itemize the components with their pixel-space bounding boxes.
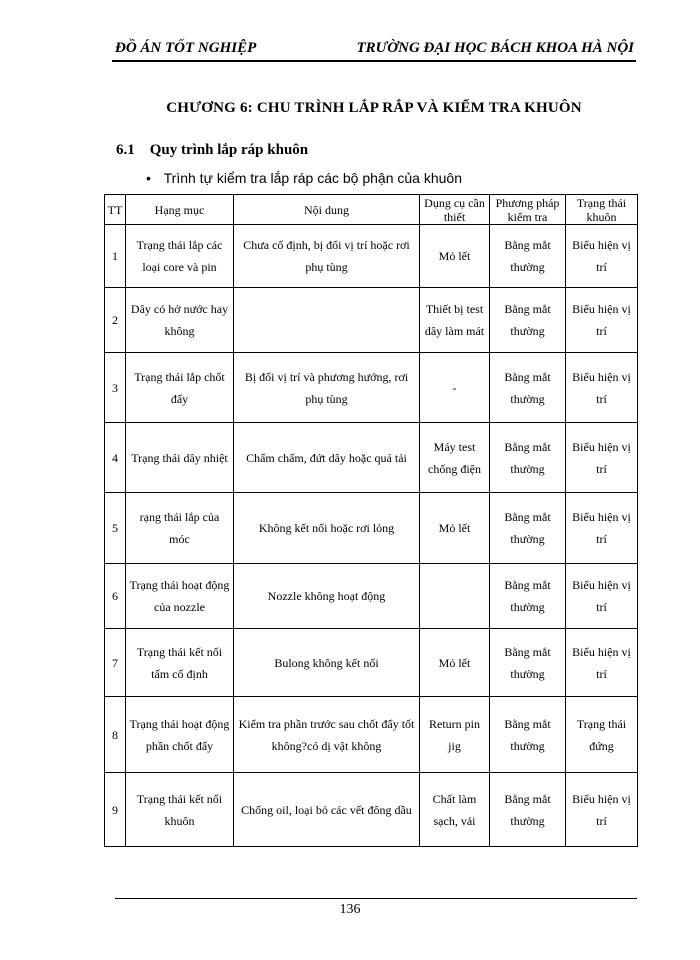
table-cell: Máy test chống điện <box>420 423 490 493</box>
table-cell: Bằng mắt thường <box>490 697 566 773</box>
chapter-title: CHƯƠNG 6: CHU TRÌNH LẮP RẮP VÀ KIỂM TRA KHUÔN <box>166 100 582 116</box>
table-cell: Trạng thái kết nối tấm cố định <box>126 629 234 697</box>
table-cell: Bằng mắt thường <box>490 773 566 847</box>
column-header-tool: Dụng cụ cần thiết <box>420 195 490 225</box>
section-title: Quy trình lắp ráp khuôn <box>149 142 309 158</box>
header-divider <box>112 60 636 62</box>
table-cell: Trạng thái kết nối khuôn <box>126 773 234 847</box>
table-row <box>105 423 638 493</box>
table-cell: - <box>420 353 490 423</box>
table-row <box>105 353 638 423</box>
table-cell: Bằng mắt thường <box>490 225 566 288</box>
table-cell: Biểu hiện vị trí <box>566 288 638 353</box>
table-cell: 9 <box>105 773 126 847</box>
table-cell: 1 <box>105 225 126 288</box>
column-header-content: Nội dung <box>234 195 420 225</box>
bullet-item <box>146 170 462 186</box>
table-cell: Kiểm tra phần trước sau chốt đẩy tốt không?có dị vật không <box>234 697 420 773</box>
table-row <box>105 225 638 288</box>
bullet-icon: • <box>146 170 151 186</box>
table-cell: Chất làm sạch, vải <box>420 773 490 847</box>
column-header-tt: TT <box>105 195 126 225</box>
table-cell: 3 <box>105 353 126 423</box>
table-row <box>105 697 638 773</box>
table-cell: Nozzle không hoạt động <box>234 564 420 629</box>
table-cell: Dây có hở nước hay không <box>126 288 234 353</box>
table-cell: Bằng mắt thường <box>490 353 566 423</box>
table-cell: rạng thái lắp của móc <box>126 493 234 564</box>
table-cell: Biểu hiện vị trí <box>566 353 638 423</box>
table-cell: Trạng thái lắp chốt đẩy <box>126 353 234 423</box>
table-cell: 7 <box>105 629 126 697</box>
header-left-title: ĐỒ ÁN TỐT NGHIỆP <box>115 40 257 56</box>
table-row <box>105 493 638 564</box>
table-cell: Chấm chấm, đứt dây hoặc quá tải <box>234 423 420 493</box>
table-cell: Biểu hiện vị trí <box>566 493 638 564</box>
table-header-row <box>105 195 638 225</box>
footer-divider <box>115 898 637 899</box>
table-cell <box>234 288 420 353</box>
table-cell: Return pin jig <box>420 697 490 773</box>
table-cell: Chưa cố định, bị đổi vị trí hoặc rơi phụ tùng <box>234 225 420 288</box>
table-cell: Biểu hiện vị trí <box>566 225 638 288</box>
table-cell: Bằng mắt thường <box>490 564 566 629</box>
table-cell: Mỏ lết <box>420 225 490 288</box>
table-cell: Trạng thái hoạt động phần chốt đẩy <box>126 697 234 773</box>
table-cell: Bằng mắt thường <box>490 493 566 564</box>
table-cell: Biểu hiện vị trí <box>566 773 638 847</box>
section-heading <box>116 142 308 159</box>
table-row <box>105 564 638 629</box>
table-cell: Bằng mắt thường <box>490 288 566 353</box>
column-header-item: Hạng mục <box>126 195 234 225</box>
table-cell: Bằng mắt thường <box>490 423 566 493</box>
table-cell: Trạng thái hoạt động của nozzle <box>126 564 234 629</box>
table-cell: Bulong không kết nối <box>234 629 420 697</box>
bullet-text: Trình tự kiểm tra lắp ráp các bộ phận của khuôn <box>163 170 462 186</box>
column-header-method: Phương pháp kiểm tra <box>490 195 566 225</box>
table-cell: 8 <box>105 697 126 773</box>
column-header-mold-status: Trạng thái khuôn <box>566 195 638 225</box>
table-cell: 2 <box>105 288 126 353</box>
table-cell: Mỏ lết <box>420 629 490 697</box>
table-cell: Trạng thái dây nhiệt <box>126 423 234 493</box>
table-cell: Biểu hiện vị trí <box>566 423 638 493</box>
table-row <box>105 288 638 353</box>
header-right-title: TRƯỜNG ĐẠI HỌC BÁCH KHOA HÀ NỘI <box>356 40 634 56</box>
table-cell: 4 <box>105 423 126 493</box>
table-cell: Không kết nối hoặc rơi lỏng <box>234 493 420 564</box>
table-cell <box>420 564 490 629</box>
page-number: 136 <box>339 902 361 917</box>
table-cell: Bị đổi vị trí và phương hướng, rơi phụ tùng <box>234 353 420 423</box>
table-cell: Bằng mắt thường <box>490 629 566 697</box>
inspection-table <box>104 194 638 847</box>
table-cell: Trạng thái đứng <box>566 697 638 773</box>
table-cell: 6 <box>105 564 126 629</box>
table-row <box>105 773 638 847</box>
table-cell: 5 <box>105 493 126 564</box>
table-cell: Biểu hiện vị trí <box>566 564 638 629</box>
section-number: 6.1 <box>116 142 135 158</box>
table-cell: Chống oil, loại bỏ các vết đông dầu <box>234 773 420 847</box>
table-cell: Mỏ lết <box>420 493 490 564</box>
table-cell: Thiết bị test dây làm mát <box>420 288 490 353</box>
table-cell: Trạng thái lắp các loại core và pin <box>126 225 234 288</box>
table-row <box>105 629 638 697</box>
table-cell: Biểu hiện vị trí <box>566 629 638 697</box>
